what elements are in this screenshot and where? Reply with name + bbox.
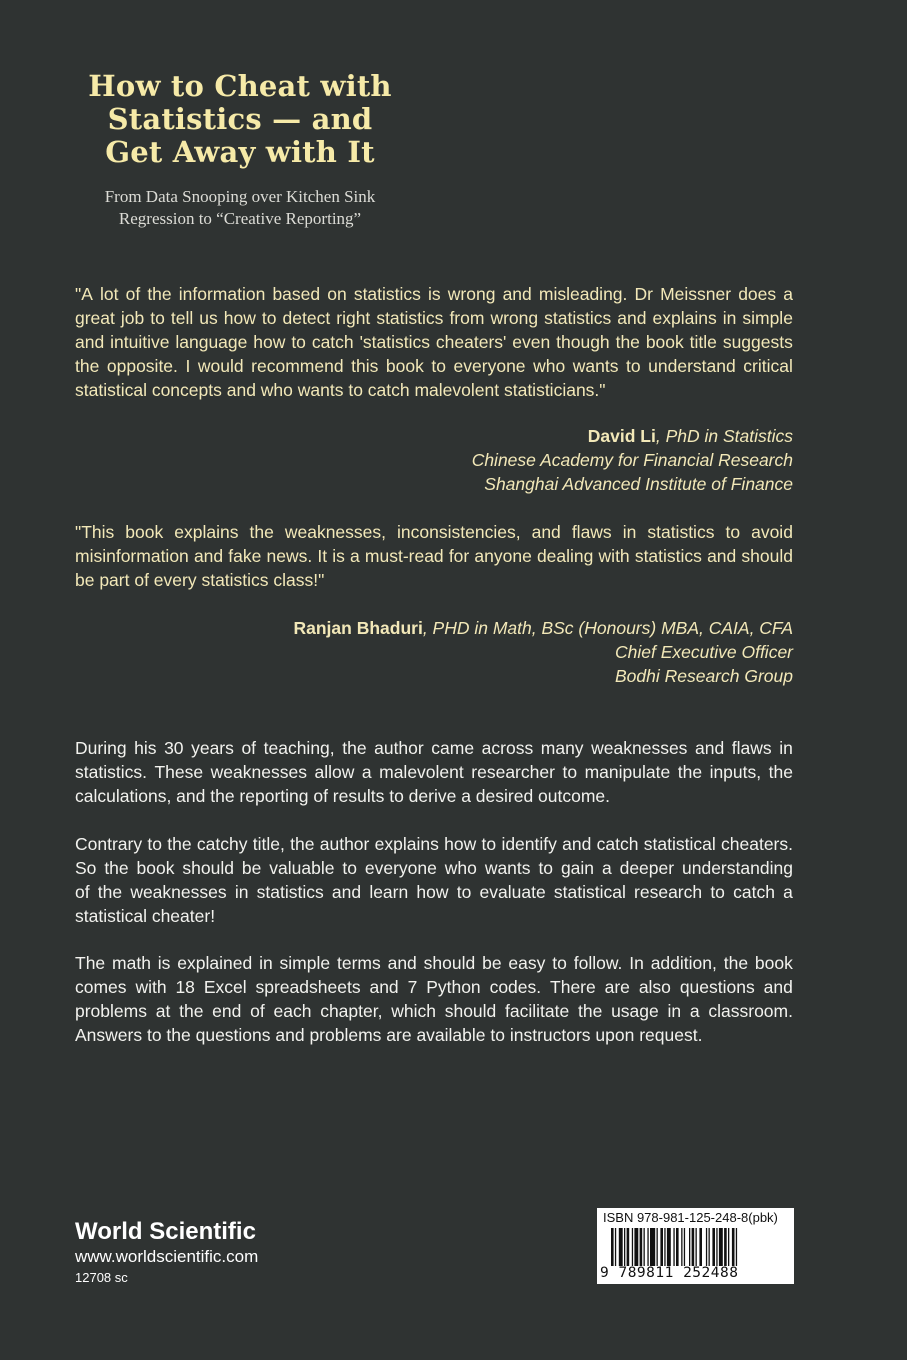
barcode-bar [673, 1228, 674, 1266]
attribution-name: David Li [587, 426, 656, 446]
description-paragraph-3 [75, 951, 793, 1047]
barcode-bar [615, 1228, 616, 1266]
barcode-bar [689, 1228, 690, 1266]
barcode-bar [728, 1228, 729, 1266]
attribution-david-li [472, 424, 793, 496]
publisher-block [75, 1218, 258, 1288]
attribution-title: , PHD in Math, BSc (Honours) MBA, CAIA, CFA [422, 618, 793, 638]
barcode-bar [667, 1228, 671, 1266]
barcode-box [597, 1208, 794, 1284]
quote-david-li [75, 282, 793, 402]
description-line: comes with 18 Excel spreadsheets and 7 Python codes. There are also questions and [75, 977, 793, 997]
attribution-org: Chinese Academy for Financial Research [471, 450, 793, 470]
attribution-org: Bodhi Research Group [614, 666, 793, 686]
barcode-bar [632, 1228, 633, 1266]
quote-line: the opposite. I would recommend this book to everyone who wants to understand critical [75, 356, 793, 376]
barcode-bar [634, 1228, 638, 1266]
quote-line: statistical concepts and who wants to catch malevolent statisticians." [75, 380, 606, 400]
barcode-bar [684, 1228, 685, 1266]
barcode-bar [719, 1228, 723, 1266]
publisher-name: World Scientific [75, 1218, 256, 1245]
attribution-name: Ranjan Bhaduri [293, 618, 423, 638]
barcode-bar [647, 1228, 648, 1266]
barcode-bar [732, 1228, 735, 1266]
book-title [60, 70, 420, 169]
barcode-bar [696, 1228, 697, 1266]
attribution-org: Shanghai Advanced Institute of Finance [484, 474, 793, 494]
barcode-bar [640, 1228, 643, 1266]
description-line: statistics. These weaknesses allow a malevolent researcher to manipulate the inputs, the [75, 762, 793, 782]
barcode-bar [716, 1228, 717, 1266]
subtitle-line: From Data Snooping over Kitchen Sink [104, 187, 376, 206]
quote-line: misinformation and fake news. It is a must-read for anyone dealing with statistics and should [75, 546, 793, 566]
description-line: Contrary to the catchy title, the author explains how to identify and catch statistical cheaters. [75, 834, 793, 854]
description-line: statistical cheater! [75, 906, 216, 926]
description-paragraph-1 [75, 736, 793, 808]
title-line: Get Away with It [105, 135, 375, 169]
barcode-bar [664, 1228, 665, 1266]
description-line: problems at the end of each chapter, which should facilitate the usage in a classroom. [75, 1001, 793, 1021]
barcode-bar [624, 1228, 625, 1266]
barcode-bar [650, 1228, 655, 1266]
barcode-bar [660, 1228, 663, 1266]
book-subtitle [60, 186, 420, 230]
description-paragraph-2 [75, 832, 793, 928]
barcode-bar [611, 1228, 614, 1266]
attribution-ranjan-bhaduri [293, 616, 793, 688]
barcode-bar [657, 1228, 658, 1266]
barcode-bar [724, 1228, 727, 1266]
description-line: of the weaknesses in statistics and learn how to evaluate statistical research to catch a [75, 882, 793, 902]
barcode-bar [699, 1228, 702, 1266]
quote-line: and intuitive language how to catch 'statistics cheaters' even though the book title suggests [75, 332, 793, 352]
publisher-url: www.worldscientific.com [75, 1247, 259, 1266]
publisher-code: 12708 sc [75, 1270, 128, 1285]
barcode-bar [712, 1228, 715, 1266]
isbn-label: ISBN 978-981-125-248-8(pbk) [603, 1210, 778, 1225]
title-line: How to Cheat with [88, 69, 392, 103]
barcode-bar [676, 1228, 679, 1266]
quote-ranjan-bhaduri [75, 520, 793, 592]
description-line: During his 30 years of teaching, the author came across many weaknesses and flaws in [75, 738, 793, 758]
attribution-org: Chief Executive Officer [615, 642, 793, 662]
barcode-bar [681, 1228, 682, 1266]
barcode-bar [706, 1228, 707, 1266]
description-line: calculations, and the reporting of results to derive a desired outcome. [75, 786, 611, 806]
barcode-icon [611, 1228, 787, 1266]
barcode-digits: 9 789811 252488 [600, 1265, 739, 1281]
quote-line: "A lot of the information based on statistics is wrong and misleading. Dr Meissner does a [75, 284, 793, 304]
description-line: So the book should be valuable to everyone who wants to gain a deeper understanding [75, 858, 793, 878]
barcode-bar [619, 1228, 623, 1266]
description-line: The math is explained in simple terms and should be easy to follow. In addition, the book [75, 953, 793, 973]
barcode-bar [627, 1228, 630, 1266]
attribution-title: , PhD in Statistics [655, 426, 793, 446]
barcode-bar [644, 1228, 645, 1266]
subtitle-line: Regression to “Creative Reporting” [118, 209, 362, 228]
barcode-bar [709, 1228, 710, 1266]
quote-line: "This book explains the weaknesses, inconsistencies, and flaws in statistics to avoid [75, 522, 793, 542]
title-line: Statistics — and [107, 102, 373, 136]
description-line: Answers to the questions and problems are available to instructors upon request. [75, 1025, 703, 1045]
quote-line: be part of every statistics class!" [75, 570, 325, 590]
barcode-bar [692, 1228, 695, 1266]
quote-line: great job to tell us how to detect right statistics from wrong statistics and explains in simple [75, 308, 793, 328]
barcode-bar [736, 1228, 737, 1266]
